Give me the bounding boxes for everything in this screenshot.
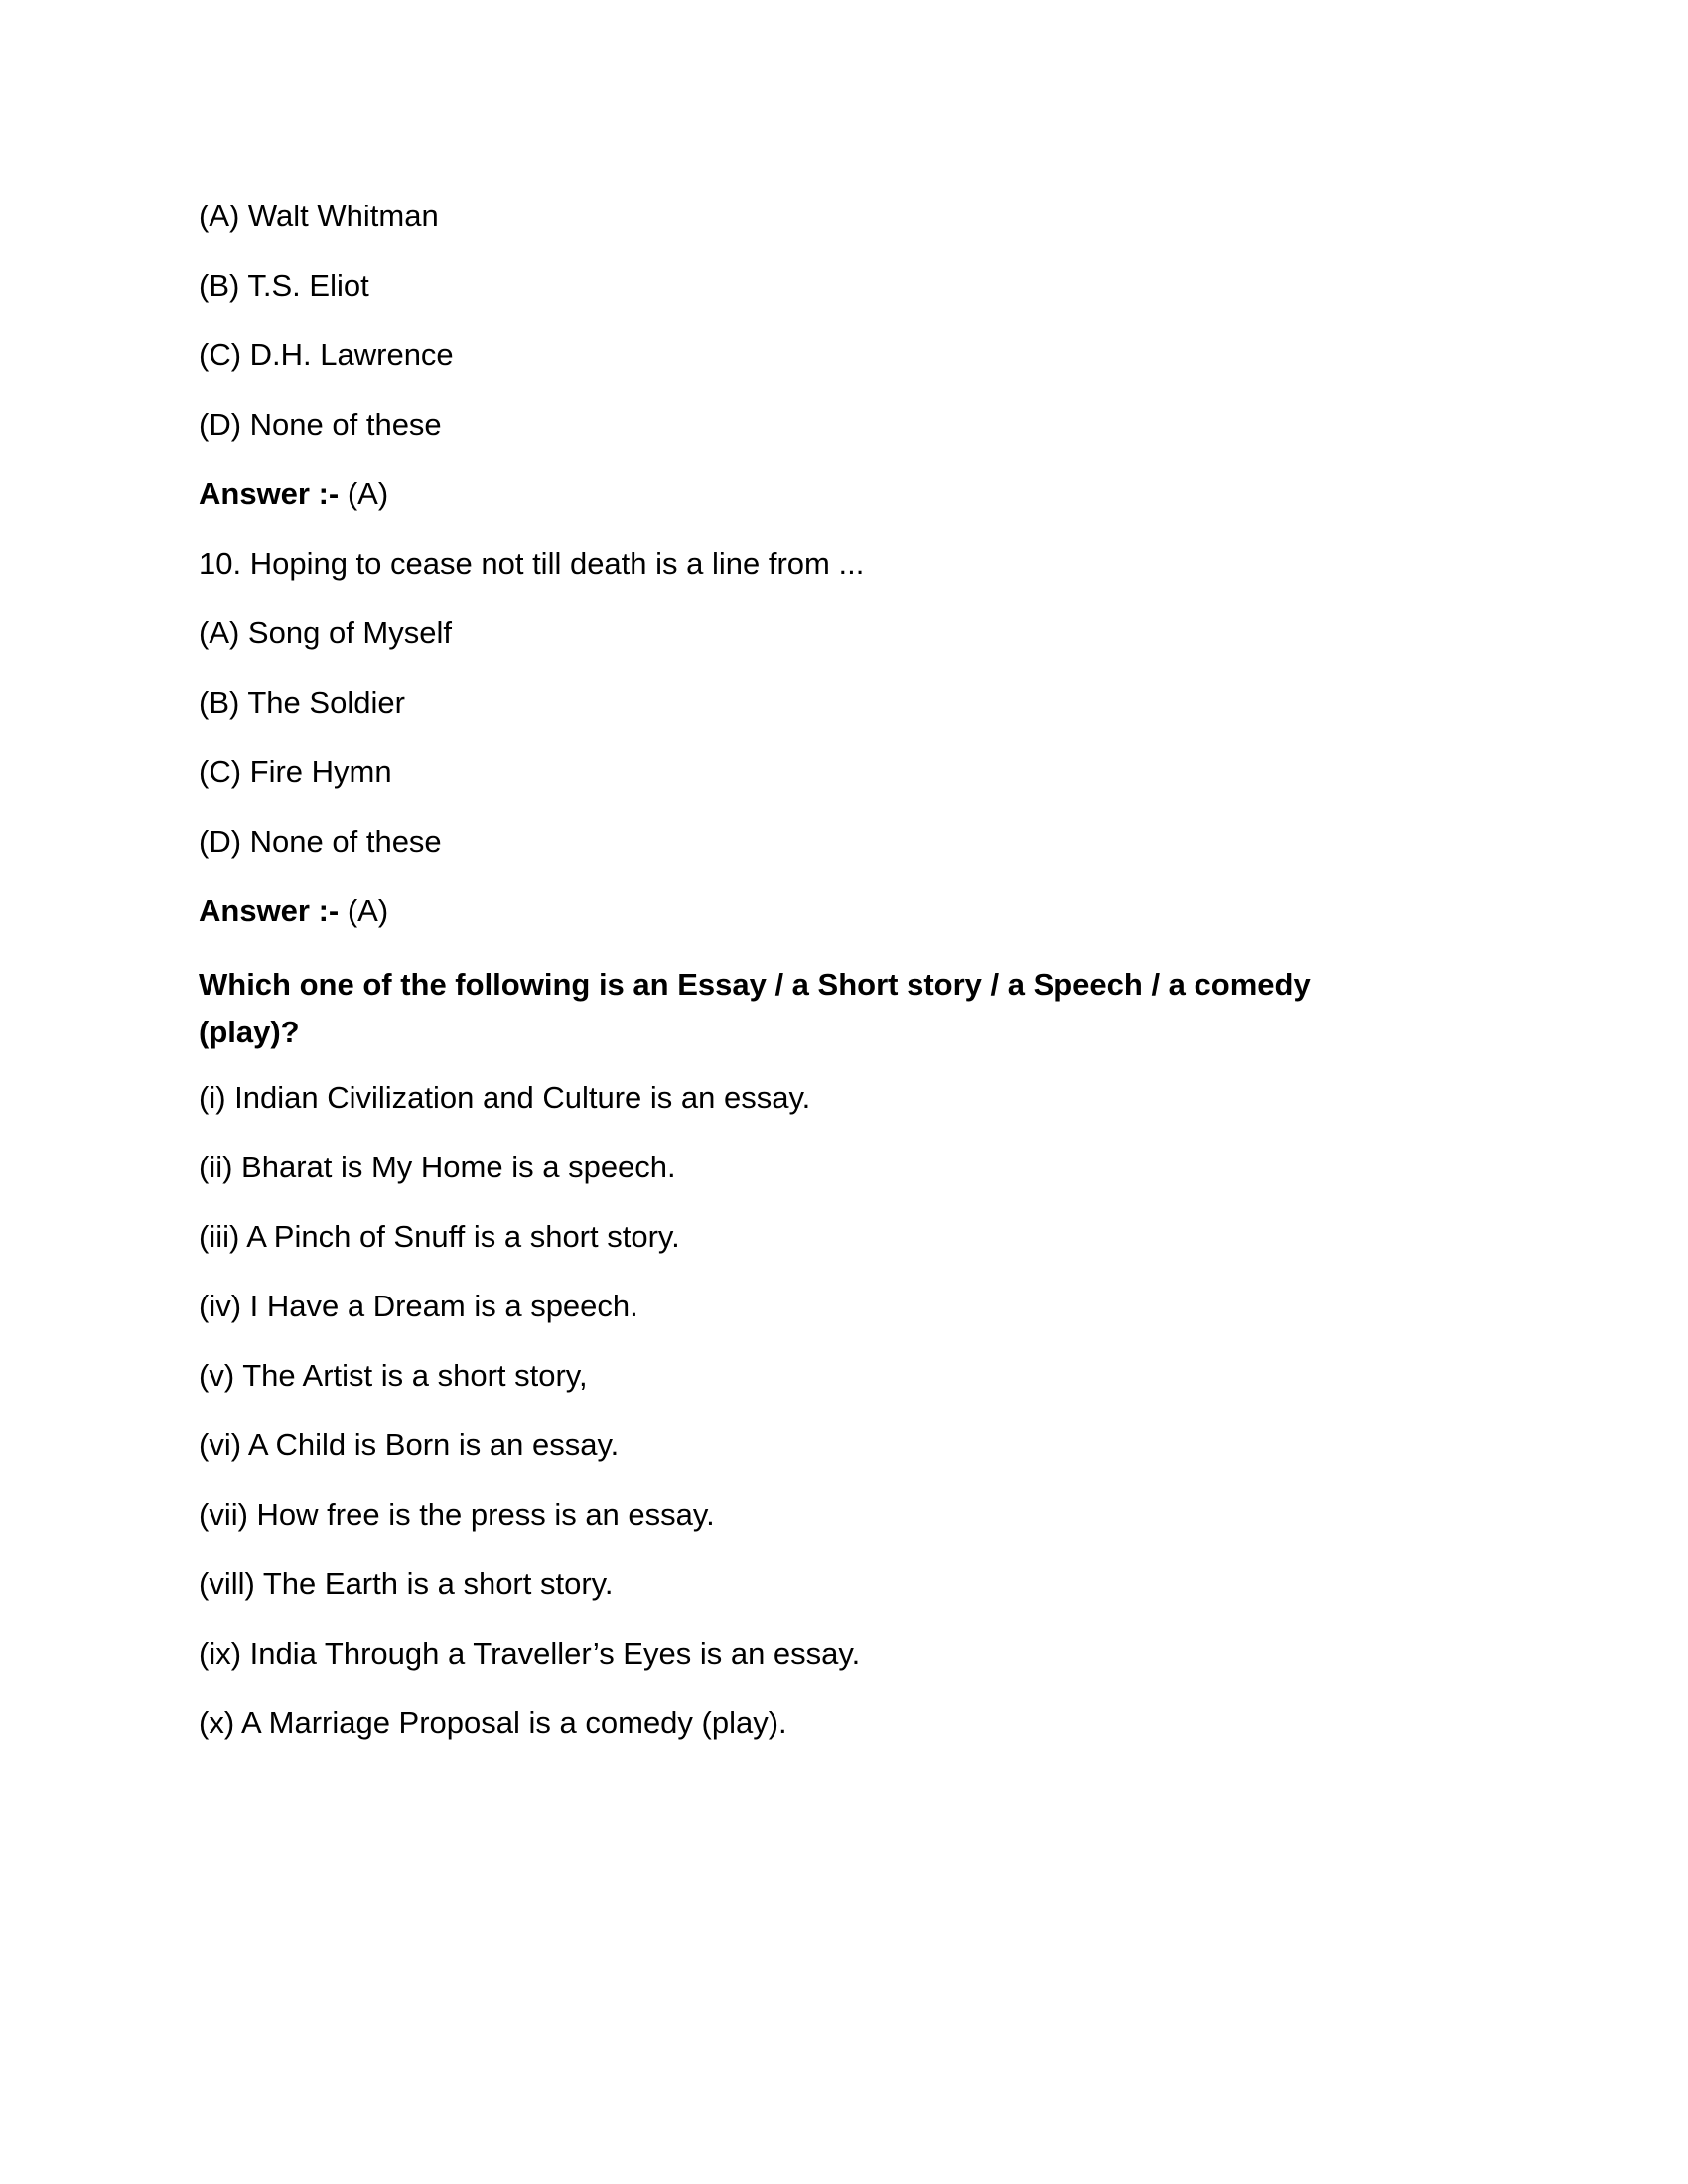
q10-option-c: (C) Fire Hymn xyxy=(199,754,392,789)
document-page xyxy=(199,197,1489,1773)
option-b: (B) T.S. Eliot xyxy=(199,268,369,303)
answer-label: Answer :- xyxy=(199,477,340,511)
q10-answer-line xyxy=(199,891,1489,931)
list-item: (i) Indian Civilization and Culture is an essay. xyxy=(199,1080,811,1115)
option-c: (C) D.H. Lawrence xyxy=(199,338,454,372)
answer-line xyxy=(199,475,1489,514)
q10-option-b: (B) The Soldier xyxy=(199,685,405,720)
list-item: (vill) The Earth is a short story. xyxy=(199,1567,614,1601)
list-item: (v) The Artist is a short story, xyxy=(199,1358,588,1393)
list-item: (vi) A Child is Born is an essay. xyxy=(199,1428,620,1462)
answer-value: (A) xyxy=(339,893,389,928)
answer-value: (A) xyxy=(339,477,389,511)
option-a: (A) Walt Whitman xyxy=(199,199,439,233)
option-d: (D) None of these xyxy=(199,407,442,442)
question-10: 10. Hoping to cease not till death is a line from ... xyxy=(199,546,865,581)
list-item: (iii) A Pinch of Snuff is a short story. xyxy=(199,1219,680,1254)
list-item: (ix) India Through a Traveller’s Eyes is an essay. xyxy=(199,1636,861,1671)
section-heading: Which one of the following is an Essay / a Short story / a Speech / a comedy (play)? xyxy=(199,967,1311,1049)
q10-option-d: (D) None of these xyxy=(199,824,442,859)
list-item: (x) A Marriage Proposal is a comedy (play). xyxy=(199,1706,787,1740)
list-item: (ii) Bharat is My Home is a speech. xyxy=(199,1150,676,1184)
list-item: (vii) How free is the press is an essay. xyxy=(199,1497,715,1532)
answer-label: Answer :- xyxy=(199,893,340,928)
q10-option-a: (A) Song of Myself xyxy=(199,615,452,650)
list-item: (iv) I Have a Dream is a speech. xyxy=(199,1289,638,1323)
